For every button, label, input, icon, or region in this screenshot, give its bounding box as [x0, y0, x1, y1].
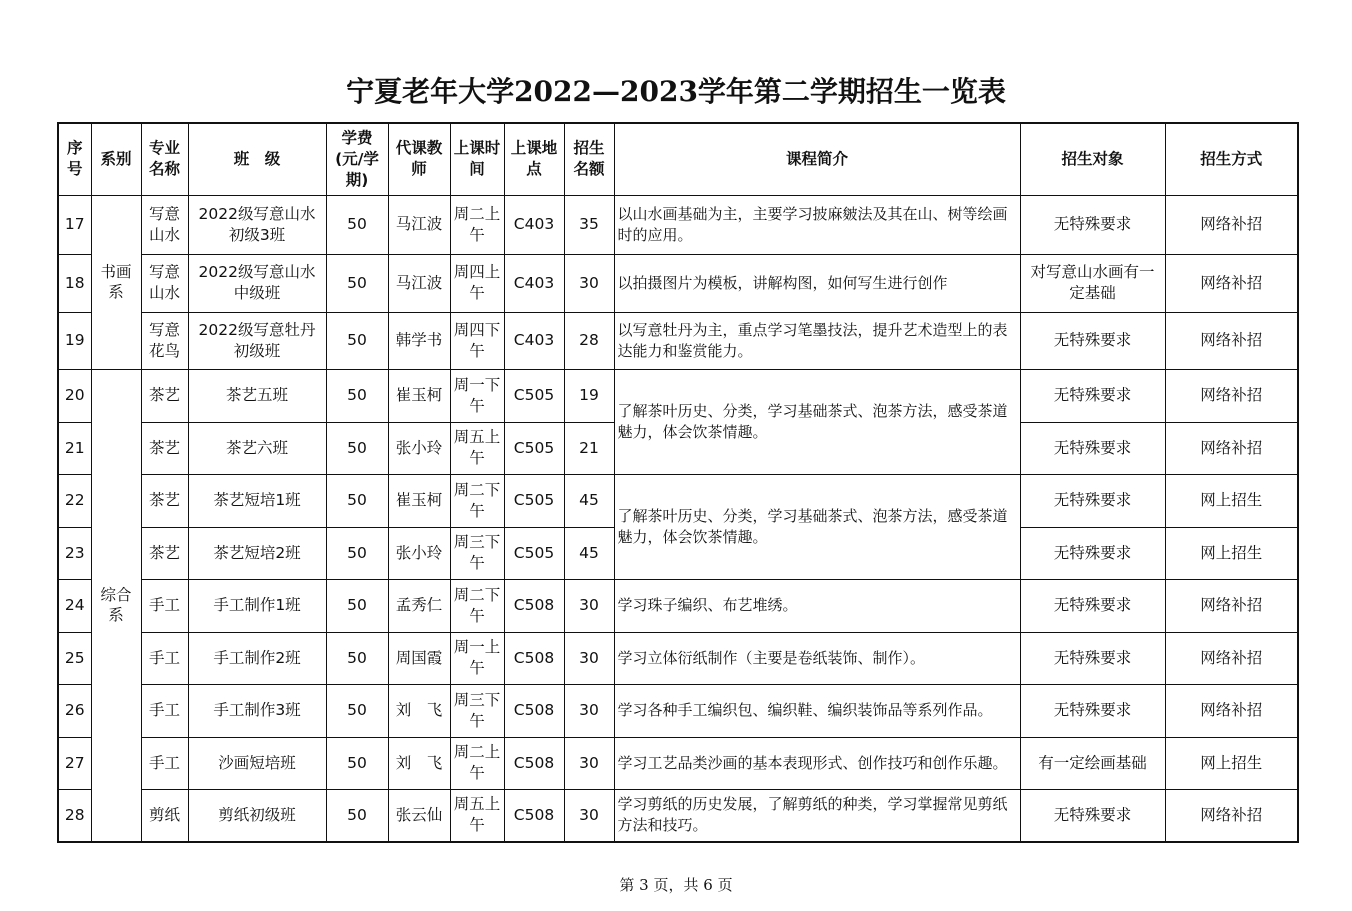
cell-place: C403	[504, 254, 564, 312]
cell-target: 无特殊要求	[1020, 195, 1165, 254]
cell-quota: 45	[564, 474, 614, 527]
cell-method: 网络补招	[1165, 684, 1298, 737]
cell-target: 有一定绘画基础	[1020, 737, 1165, 789]
cell-teacher: 刘 飞	[388, 684, 450, 737]
cell-quota: 28	[564, 312, 614, 369]
cell-class: 沙画短培班	[188, 737, 326, 789]
cell-quota: 30	[564, 579, 614, 632]
cell-fee: 50	[326, 579, 388, 632]
cell-class: 2022级写意牡丹初级班	[188, 312, 326, 369]
table-row	[58, 632, 1298, 684]
cell-fee: 50	[326, 632, 388, 684]
cell-fee: 50	[326, 789, 388, 842]
cell-place: C508	[504, 632, 564, 684]
cell-fee: 50	[326, 195, 388, 254]
cell-major: 手工	[141, 579, 188, 632]
cell-time: 周五上午	[450, 422, 504, 474]
cell-quota: 30	[564, 737, 614, 789]
cell-fee: 50	[326, 422, 388, 474]
cell-teacher: 孟秀仁	[388, 579, 450, 632]
cell-time: 周二上午	[450, 195, 504, 254]
cell-place: C505	[504, 474, 564, 527]
cell-time: 周二下午	[450, 579, 504, 632]
header-dept: 系别	[91, 123, 141, 195]
header-major: 专业名称	[141, 123, 188, 195]
cell-major: 剪纸	[141, 789, 188, 842]
cell-intro: 以写意牡丹为主，重点学习笔墨技法，提升艺术造型上的表达能力和鉴赏能力。	[614, 312, 1020, 369]
cell-class: 手工制作1班	[188, 579, 326, 632]
cell-intro: 了解茶叶历史、分类，学习基础茶式、泡茶方法，感受茶道魅力，体会饮茶情趣。	[614, 369, 1020, 474]
cell-intro: 学习珠子编织、布艺堆绣。	[614, 579, 1020, 632]
cell-teacher: 张小玲	[388, 422, 450, 474]
cell-no: 23	[58, 527, 91, 579]
cell-class: 2022级写意山水中级班	[188, 254, 326, 312]
page-footer: 第 3 页，共 6 页	[619, 876, 733, 894]
cell-teacher: 韩学书	[388, 312, 450, 369]
cell-time: 周一上午	[450, 632, 504, 684]
cell-time: 周五上午	[450, 789, 504, 842]
cell-time: 周二上午	[450, 737, 504, 789]
cell-target: 无特殊要求	[1020, 632, 1165, 684]
cell-target: 无特殊要求	[1020, 474, 1165, 527]
cell-place: C508	[504, 737, 564, 789]
cell-class: 手工制作3班	[188, 684, 326, 737]
cell-major: 茶艺	[141, 474, 188, 527]
cell-target: 无特殊要求	[1020, 369, 1165, 422]
cell-intro: 学习工艺品类沙画的基本表现形式、创作技巧和创作乐趣。	[614, 737, 1020, 789]
cell-major: 写意花鸟	[141, 312, 188, 369]
cell-method: 网络补招	[1165, 579, 1298, 632]
cell-major: 手工	[141, 684, 188, 737]
cell-teacher: 周国霞	[388, 632, 450, 684]
cell-place: C403	[504, 195, 564, 254]
cell-method: 网络补招	[1165, 254, 1298, 312]
table-row	[58, 737, 1298, 789]
cell-no: 28	[58, 789, 91, 842]
cell-fee: 50	[326, 527, 388, 579]
cell-intro: 了解茶叶历史、分类，学习基础茶式、泡茶方法，感受茶道魅力，体会饮茶情趣。	[614, 474, 1020, 579]
header-class: 班 级	[188, 123, 326, 195]
cell-class: 手工制作2班	[188, 632, 326, 684]
cell-target: 无特殊要求	[1020, 684, 1165, 737]
cell-target: 无特殊要求	[1020, 789, 1165, 842]
cell-no: 22	[58, 474, 91, 527]
cell-class: 茶艺短培1班	[188, 474, 326, 527]
cell-time: 周四下午	[450, 312, 504, 369]
cell-intro: 学习剪纸的历史发展，了解剪纸的种类，学习掌握常见剪纸方法和技巧。	[614, 789, 1020, 842]
cell-teacher: 张小玲	[388, 527, 450, 579]
table-row	[58, 254, 1298, 312]
cell-quota: 30	[564, 632, 614, 684]
cell-target: 无特殊要求	[1020, 422, 1165, 474]
cell-time: 周二下午	[450, 474, 504, 527]
cell-no: 18	[58, 254, 91, 312]
cell-quota: 35	[564, 195, 614, 254]
cell-major: 茶艺	[141, 369, 188, 422]
header-time: 上课时间	[450, 123, 504, 195]
cell-major: 茶艺	[141, 422, 188, 474]
table-row	[58, 579, 1298, 632]
cell-place: C508	[504, 579, 564, 632]
cell-teacher: 崔玉柯	[388, 474, 450, 527]
cell-method: 网络补招	[1165, 422, 1298, 474]
cell-quota: 21	[564, 422, 614, 474]
cell-time: 周三下午	[450, 684, 504, 737]
cell-fee: 50	[326, 369, 388, 422]
cell-fee: 50	[326, 474, 388, 527]
cell-fee: 50	[326, 312, 388, 369]
header-quota: 招生名额	[564, 123, 614, 195]
cell-method: 网上招生	[1165, 737, 1298, 789]
cell-place: C508	[504, 789, 564, 842]
cell-time: 周三下午	[450, 527, 504, 579]
cell-dept-zonghe: 综合系	[91, 369, 141, 842]
cell-teacher: 马江波	[388, 254, 450, 312]
cell-no: 24	[58, 579, 91, 632]
cell-teacher: 刘 飞	[388, 737, 450, 789]
header-place: 上课地点	[504, 123, 564, 195]
header-no: 序号	[58, 123, 91, 195]
cell-no: 21	[58, 422, 91, 474]
cell-place: C505	[504, 422, 564, 474]
cell-quota: 30	[564, 789, 614, 842]
header-method: 招生方式	[1165, 123, 1298, 195]
cell-teacher: 张云仙	[388, 789, 450, 842]
cell-teacher: 马江波	[388, 195, 450, 254]
cell-place: C508	[504, 684, 564, 737]
cell-quota: 19	[564, 369, 614, 422]
table-row	[58, 474, 1298, 527]
cell-major: 手工	[141, 632, 188, 684]
page-title: 宁夏老年大学2022—2023学年第二学期招生一览表	[346, 75, 1006, 108]
cell-fee: 50	[326, 254, 388, 312]
cell-intro: 以山水画基础为主，主要学习披麻皴法及其在山、树等绘画时的应用。	[614, 195, 1020, 254]
cell-place: C403	[504, 312, 564, 369]
cell-target: 无特殊要求	[1020, 579, 1165, 632]
cell-major: 写意山水	[141, 254, 188, 312]
cell-major: 茶艺	[141, 527, 188, 579]
table-row	[58, 312, 1298, 369]
cell-class: 茶艺六班	[188, 422, 326, 474]
header-teacher: 代课教师	[388, 123, 450, 195]
cell-target: 无特殊要求	[1020, 527, 1165, 579]
cell-class: 茶艺短培2班	[188, 527, 326, 579]
cell-intro: 学习立体衍纸制作（主要是卷纸装饰、制作）。	[614, 632, 1020, 684]
cell-method: 网上招生	[1165, 527, 1298, 579]
cell-class: 2022级写意山水初级3班	[188, 195, 326, 254]
header-row	[58, 123, 1298, 195]
cell-no: 26	[58, 684, 91, 737]
cell-method: 网络补招	[1165, 789, 1298, 842]
cell-no: 17	[58, 195, 91, 254]
cell-target: 无特殊要求	[1020, 312, 1165, 369]
cell-target: 对写意山水画有一定基础	[1020, 254, 1165, 312]
cell-method: 网络补招	[1165, 312, 1298, 369]
cell-place: C505	[504, 369, 564, 422]
cell-fee: 50	[326, 684, 388, 737]
table-row	[58, 789, 1298, 842]
table-row	[58, 369, 1298, 422]
cell-major: 写意山水	[141, 195, 188, 254]
cell-method: 网上招生	[1165, 474, 1298, 527]
header-fee: 学费(元/学期)	[326, 123, 388, 195]
cell-place: C505	[504, 527, 564, 579]
cell-quota: 45	[564, 527, 614, 579]
cell-method: 网络补招	[1165, 195, 1298, 254]
cell-no: 25	[58, 632, 91, 684]
cell-class: 茶艺五班	[188, 369, 326, 422]
cell-intro: 学习各种手工编织包、编织鞋、编织装饰品等系列作品。	[614, 684, 1020, 737]
cell-time: 周四上午	[450, 254, 504, 312]
cell-method: 网络补招	[1165, 369, 1298, 422]
cell-method: 网络补招	[1165, 632, 1298, 684]
cell-no: 27	[58, 737, 91, 789]
cell-fee: 50	[326, 737, 388, 789]
table-row	[58, 684, 1298, 737]
cell-no: 19	[58, 312, 91, 369]
enrollment-table	[57, 122, 1299, 843]
cell-intro: 以拍摄图片为模板，讲解构图，如何写生进行创作	[614, 254, 1020, 312]
table-row	[58, 195, 1298, 254]
cell-quota: 30	[564, 254, 614, 312]
cell-major: 手工	[141, 737, 188, 789]
cell-quota: 30	[564, 684, 614, 737]
cell-time: 周一下午	[450, 369, 504, 422]
cell-dept-shuhua: 书画系	[91, 195, 141, 369]
header-target: 招生对象	[1020, 123, 1165, 195]
cell-no: 20	[58, 369, 91, 422]
cell-class: 剪纸初级班	[188, 789, 326, 842]
cell-teacher: 崔玉柯	[388, 369, 450, 422]
header-intro: 课程简介	[614, 123, 1020, 195]
